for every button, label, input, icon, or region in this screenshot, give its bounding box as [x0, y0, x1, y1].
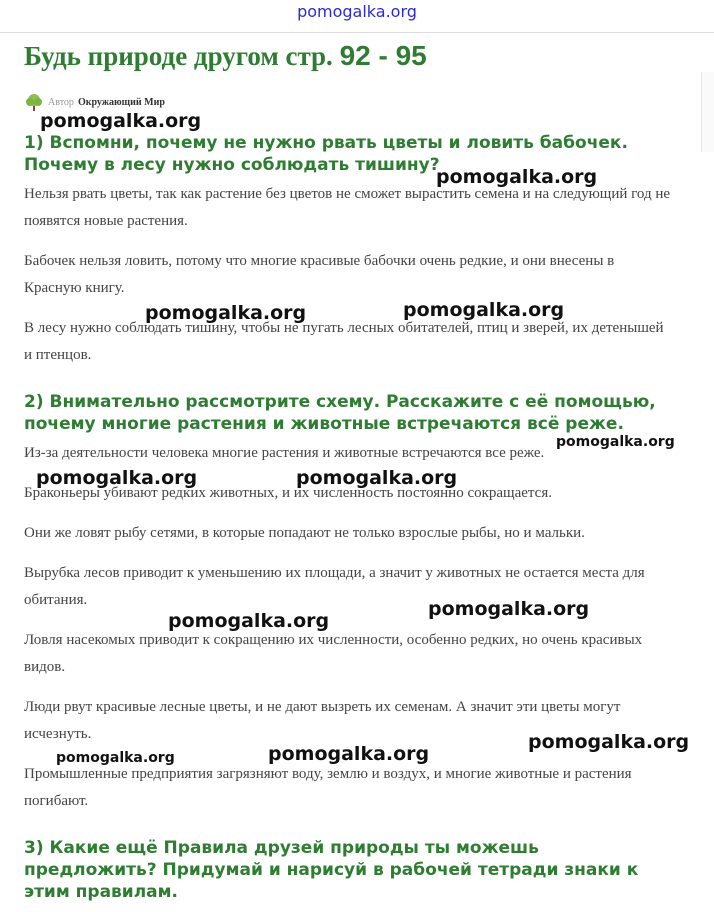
article-meta: [24, 92, 165, 112]
watermark: pomogalka.org: [528, 731, 690, 753]
question-1-heading: 1) Вспомни, почему не нужно рвать цветы и ловить бабочек. Почему в лесу нужно соблюдать тишину?: [24, 133, 628, 175]
author-category-link[interactable]: Окружающий Мир: [77, 96, 165, 108]
watermark: pomogalka.org: [556, 434, 675, 450]
answer-paragraph: Промышленные предприятия загрязняют воду, землю и воздух, и многие животные и растения погибают.: [24, 766, 632, 809]
question-3-heading: 3) Какие ещё Правила друзей природы ты можешь предложить? Придумай и нарисуй в рабочей тетради знаки к этим правилам.: [24, 838, 639, 902]
question-2-heading: 2) Внимательно рассмотрите схему. Расскажите с её помощью, почему многие растения и животные встречаются всё реже.: [24, 392, 656, 434]
watermark: pomogalka.org: [56, 750, 175, 766]
header-divider: [0, 32, 714, 33]
watermark: pomogalka.org: [403, 299, 565, 321]
page-numbers: 92 - 95: [339, 40, 427, 71]
page-title: [24, 40, 427, 72]
page-title-text: Будь природе другом стр.: [24, 41, 333, 71]
article-content: [24, 130, 674, 903]
watermark: pomogalka.org: [436, 166, 598, 188]
watermark: pomogalka.org: [40, 110, 202, 132]
author-label: Автор: [48, 96, 74, 108]
answer-paragraph: В лесу нужно соблюдать тишину, чтобы не пугать лесных обитателей, птиц и зверей, их детенышей и птенцов.: [24, 320, 664, 363]
answer-paragraph: Ловля насекомых приводит к сокращению их численности, особенно редких, но очень красивых видов.: [24, 632, 643, 675]
answer-paragraph: Нельзя рвать цветы, так как растение без цветов не сможет вырастить семена и на следующий год не появятся новые растения.: [24, 186, 671, 229]
watermark: pomogalka.org: [428, 598, 590, 620]
answer-paragraph: Бабочек нельзя ловить, потому что многие красивые бабочки очень редкие, и они внесены в Красную книгу.: [24, 253, 615, 296]
watermark: pomogalka.org: [268, 743, 430, 765]
watermark: pomogalka.org: [36, 467, 198, 489]
watermark: pomogalka.org: [296, 467, 458, 489]
answer-paragraph: Из-за деятельности человека многие растения и животные встречаются все реже.: [24, 445, 545, 461]
site-link[interactable]: pomogalka.org: [297, 2, 417, 21]
watermark: pomogalka.org: [168, 610, 330, 632]
answer-paragraph: Они же ловят рыбу сетями, в которые попадают не только взрослые рыбы, но и мальки.: [24, 525, 585, 541]
answer-paragraph: Люди рвут красивые лесные цветы, и не дают вызреть их семенам. А значит эти цветы могут исчезнуть.: [24, 699, 621, 742]
answer-paragraph: Вырубка лесов приводит к уменьшению их площади, а значит у животных не остается места для обитания.: [24, 565, 645, 608]
watermark: pomogalka.org: [145, 302, 307, 324]
tree-icon: [24, 92, 44, 112]
sidebar-edge: [701, 72, 714, 152]
answer-paragraph: Браконьеры убивают редких животных, и их численность постоянно сокращается.: [24, 485, 552, 501]
